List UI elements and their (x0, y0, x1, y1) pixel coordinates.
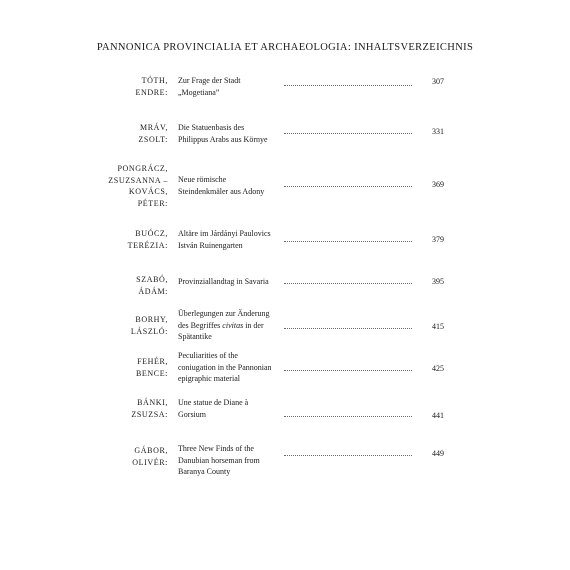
title-line: Philippus Arabs aus Környe (178, 134, 268, 144)
title-line: Neue römische (178, 175, 227, 184)
author-line: GÁBOR, (134, 446, 168, 455)
dot-leader (284, 85, 412, 86)
entry-title (178, 308, 280, 343)
dot-leader (284, 455, 412, 456)
dot-leader (284, 283, 412, 284)
author-line: FEHÉR, (137, 357, 168, 366)
title-line: des Begriffes civitas in der (178, 320, 264, 330)
title-line: Spätantike (178, 332, 212, 341)
entry-author (108, 356, 168, 379)
entry-page-number: 369 (432, 180, 444, 189)
entry-author (108, 274, 168, 297)
author-line: ZSOLT: (138, 134, 168, 144)
title-line: Danubian horseman from (178, 455, 260, 465)
page-title: PANNONICA PROVINCIALIA ET ARCHAEOLOGIA: INHALTSVERZEICHNIS (96, 42, 474, 53)
author-line: SZABÓ, (136, 275, 168, 284)
author-line: BENCE: (135, 368, 168, 378)
title-line: Die Statuenbasis des (178, 123, 245, 132)
title-line: Steindenkmäler aus Adony (178, 186, 265, 196)
title-line: Three New Finds of the (178, 444, 254, 453)
title-line: coniugation in the Pannonian (178, 362, 272, 372)
title-line: Baranya County (178, 467, 231, 476)
title-line: epigraphic material (178, 374, 240, 383)
entry-title (178, 75, 280, 98)
author-line: LÁSZLÓ: (130, 326, 168, 336)
entry-author (108, 445, 168, 468)
author-line: TERÉZIA: (127, 240, 168, 250)
title-line: István Ruinengarten (178, 240, 243, 250)
title-line: Gorsium (178, 409, 206, 419)
title-line: Provinziallandtag in Savaria (178, 277, 269, 286)
author-line: ZSUZSANNA – (108, 175, 168, 185)
dot-leader (284, 370, 412, 371)
dot-leader (284, 416, 412, 417)
author-line: OLIVÉR: (132, 457, 168, 467)
dot-leader (284, 328, 412, 329)
dot-leader (284, 186, 412, 187)
title-line: Zur Frage der Stadt (178, 76, 241, 85)
entry-title (178, 443, 280, 478)
title-line: Peculiarities of the (178, 351, 238, 360)
entry-author (108, 314, 168, 337)
author-line: BUÓCZ, (135, 229, 168, 238)
entry-author (108, 163, 168, 209)
entry-author (108, 397, 168, 420)
author-line: MRÁV, (140, 123, 168, 132)
author-line: ÁDÁM: (138, 286, 168, 296)
entry-page-number: 395 (432, 277, 444, 286)
title-line: Une statue de Diane à (178, 398, 249, 407)
author-line: ENDRE: (135, 87, 168, 97)
entry-author (108, 75, 168, 98)
entry-title (178, 276, 280, 288)
entry-title (178, 397, 280, 420)
title-line: Überlegungen zur Änderung (178, 309, 270, 318)
entry-title (178, 174, 280, 197)
author-line: PÉTER: (137, 198, 168, 208)
title-line: „Mogetiana” (178, 87, 220, 97)
entry-page-number: 331 (432, 127, 444, 136)
entry-title (178, 228, 280, 251)
entry-title (178, 122, 280, 145)
entry-page-number: 441 (432, 411, 444, 420)
entry-page-number: 425 (432, 364, 444, 373)
entry-author (108, 228, 168, 251)
dot-leader (284, 133, 412, 134)
author-line: BORHY, (135, 315, 168, 324)
author-line: KOVÁCS, (128, 187, 168, 196)
author-line: PONGRÁCZ, (117, 164, 168, 173)
entry-page-number: 415 (432, 322, 444, 331)
dot-leader (284, 241, 412, 242)
entry-author (108, 122, 168, 145)
entry-page-number: 449 (432, 449, 444, 458)
italic-term: civitas (222, 320, 244, 330)
author-line: ZSUZSA: (131, 409, 168, 419)
entry-title (178, 350, 280, 385)
entry-page-number: 379 (432, 235, 444, 244)
entry-page-number: 307 (432, 77, 444, 86)
author-line: BÁNKI, (137, 398, 168, 407)
title-line: Altäre im Járdányi Paulovics (178, 229, 271, 238)
author-line: TÓTH, (141, 76, 168, 85)
